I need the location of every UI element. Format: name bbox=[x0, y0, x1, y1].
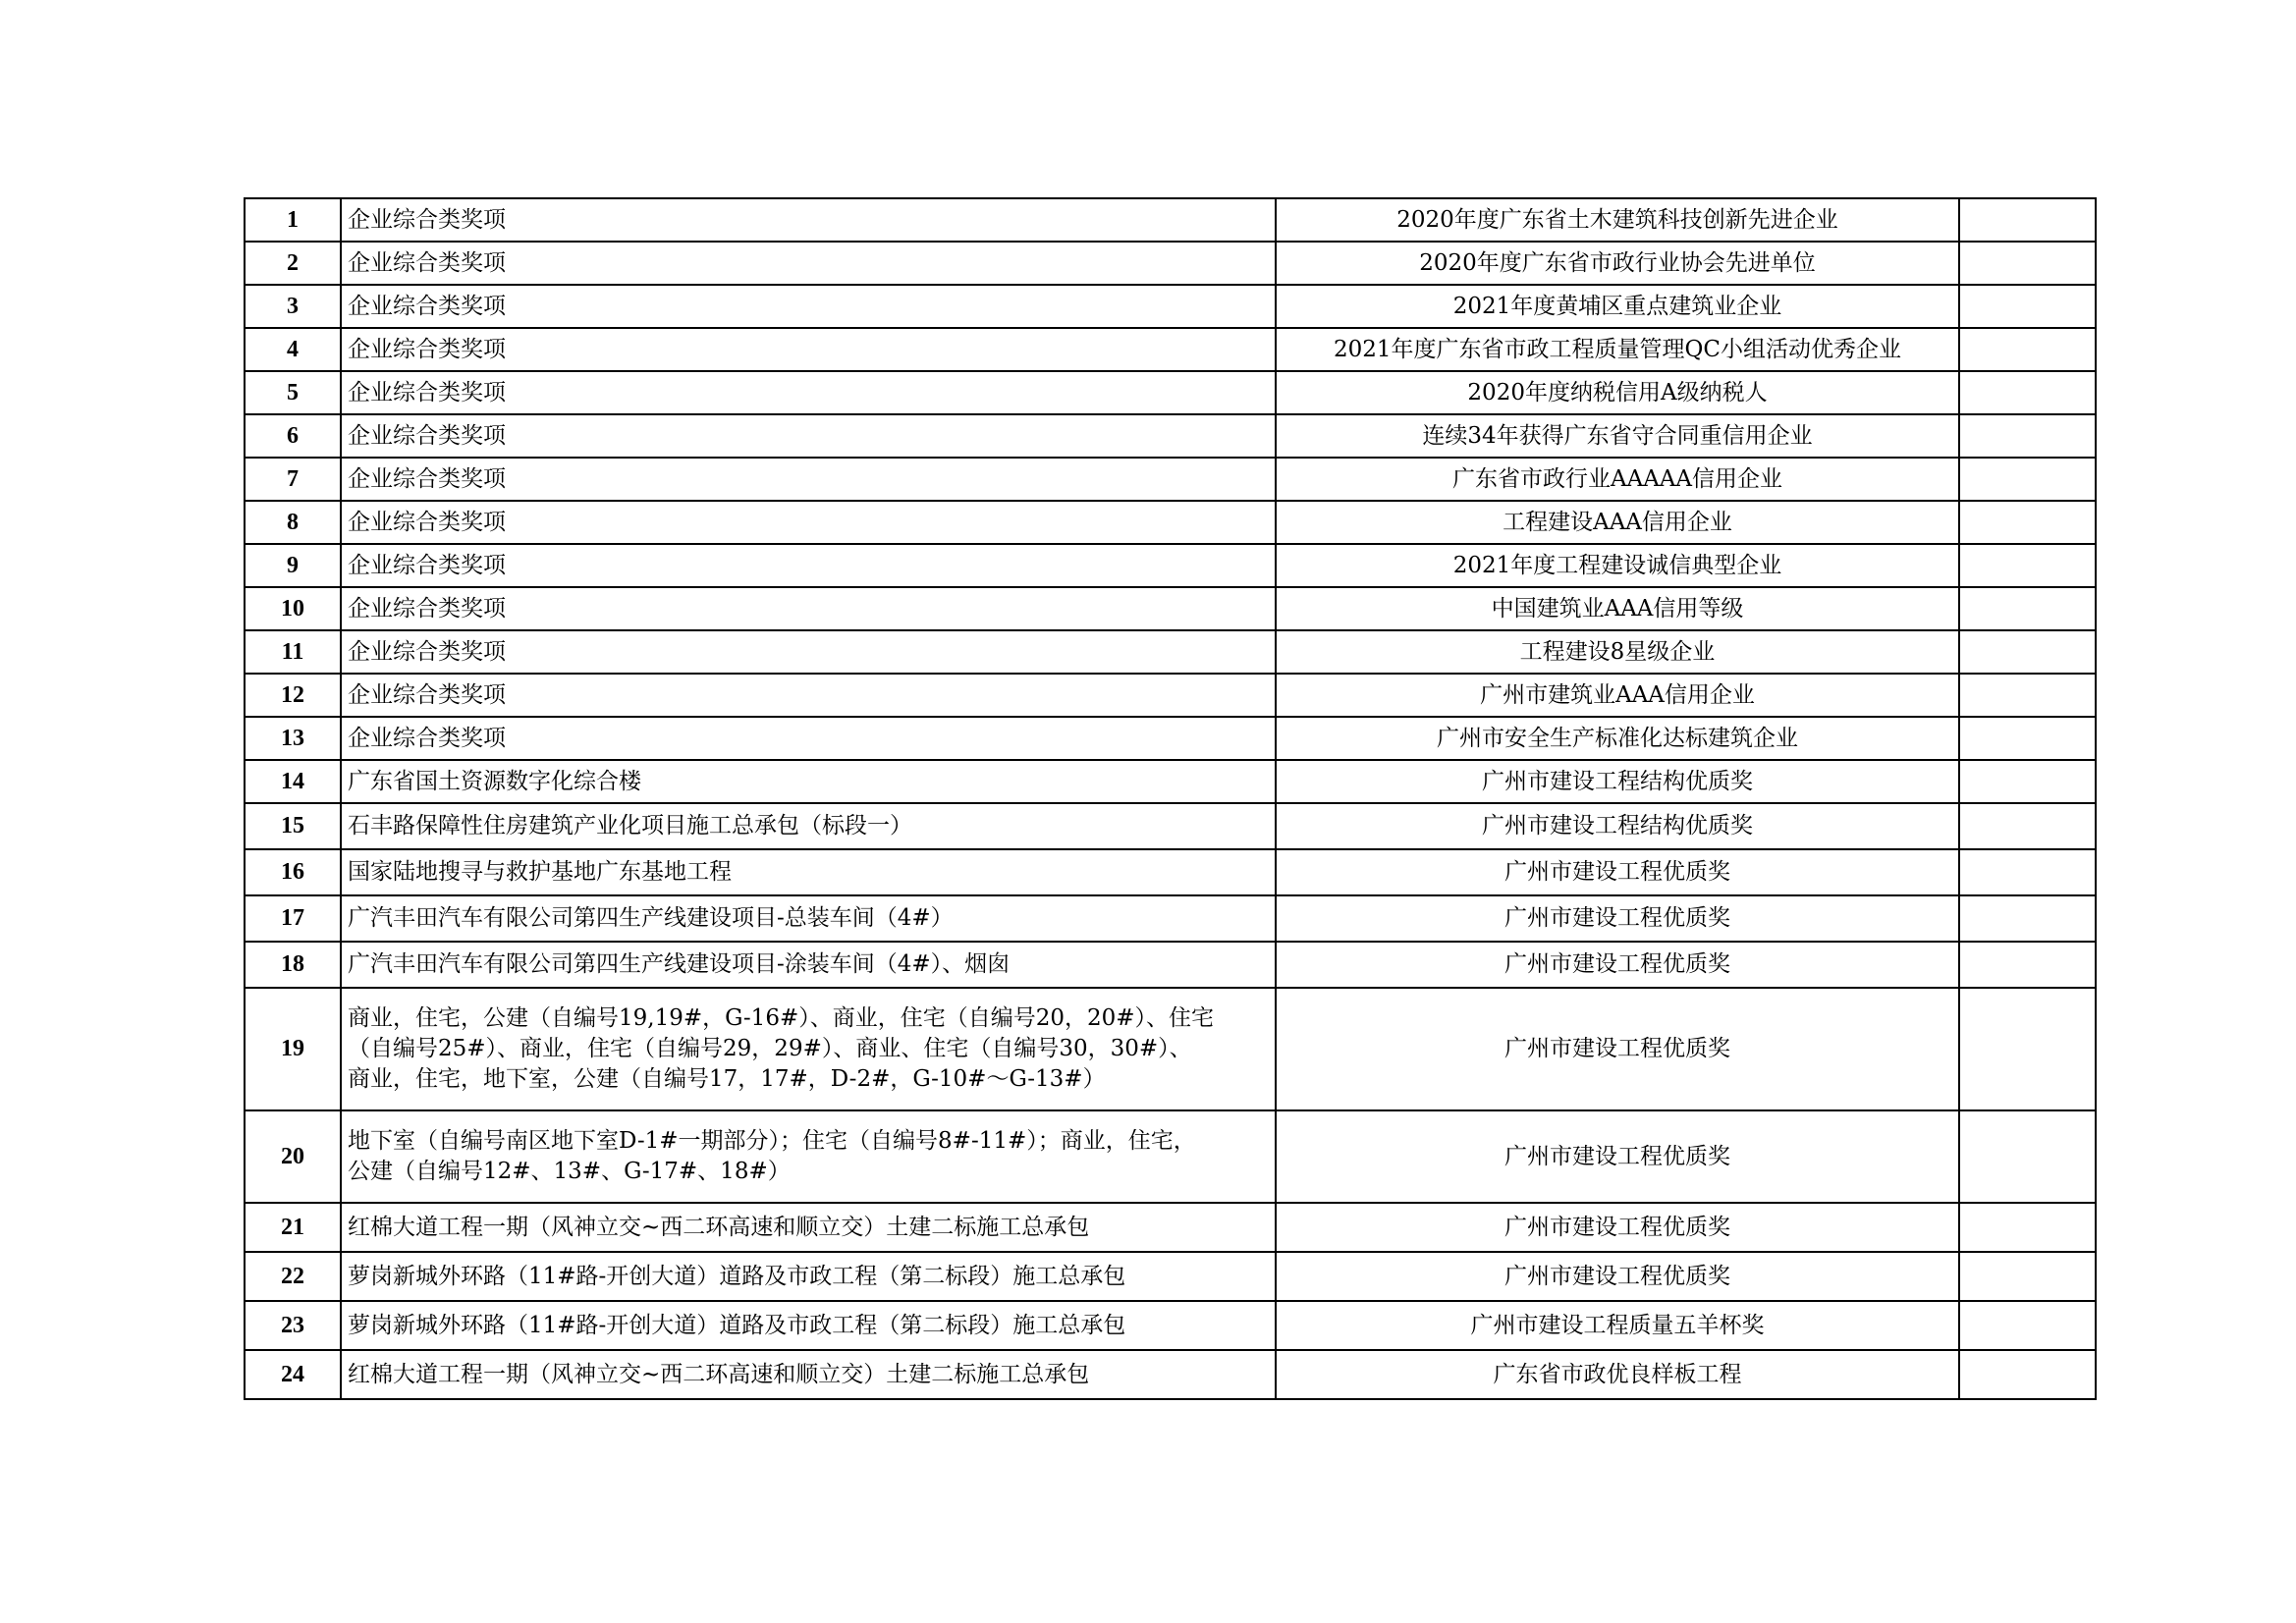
project-name-cell: 企业综合类奖项 bbox=[341, 717, 1276, 760]
award-table-body bbox=[245, 198, 2096, 1399]
remark-cell bbox=[1959, 242, 2096, 285]
table-row bbox=[245, 198, 2096, 242]
remark-cell bbox=[1959, 988, 2096, 1110]
remark-cell bbox=[1959, 1350, 2096, 1399]
remark-cell bbox=[1959, 501, 2096, 544]
project-name-cell: 企业综合类奖项 bbox=[341, 630, 1276, 674]
project-name-cell: 萝岗新城外环路（11#路-开创大道）道路及市政工程（第二标段）施工总承包 bbox=[341, 1252, 1276, 1301]
project-name-cell: 企业综合类奖项 bbox=[341, 544, 1276, 587]
remark-cell bbox=[1959, 895, 2096, 942]
project-name-cell: 企业综合类奖项 bbox=[341, 587, 1276, 630]
project-name-cell: 企业综合类奖项 bbox=[341, 371, 1276, 414]
row-number: 22 bbox=[245, 1252, 341, 1301]
project-name-cell: 企业综合类奖项 bbox=[341, 674, 1276, 717]
remark-cell bbox=[1959, 760, 2096, 803]
project-name-cell: 企业综合类奖项 bbox=[341, 242, 1276, 285]
project-name-cell: 企业综合类奖项 bbox=[341, 328, 1276, 371]
table-row bbox=[245, 285, 2096, 328]
remark-cell bbox=[1959, 942, 2096, 988]
remark-cell bbox=[1959, 1301, 2096, 1350]
award-name-cell: 广州市建设工程结构优质奖 bbox=[1276, 760, 1959, 803]
project-name-cell: 国家陆地搜寻与救护基地广东基地工程 bbox=[341, 849, 1276, 895]
table-row bbox=[245, 674, 2096, 717]
remark-cell bbox=[1959, 849, 2096, 895]
award-name-cell: 2021年度工程建设诚信典型企业 bbox=[1276, 544, 1959, 587]
award-name-cell: 中国建筑业AAA信用等级 bbox=[1276, 587, 1959, 630]
project-name-cell: 商业，住宅，公建（自编号19,19#，G-16#）、商业，住宅（自编号20，20#）、住宅 （自编号25#）、商业，住宅（自编号29，29#）、商业、住宅（自编号30，30#）、 商业，住宅，地下室，公建（自编号17，17#，D-2#，G-10#～G-13#） bbox=[341, 988, 1276, 1110]
award-name-cell: 工程建设AAA信用企业 bbox=[1276, 501, 1959, 544]
table-row bbox=[245, 458, 2096, 501]
table-row bbox=[245, 414, 2096, 458]
table-row bbox=[245, 1301, 2096, 1350]
award-name-cell: 广东省市政优良样板工程 bbox=[1276, 1350, 1959, 1399]
remark-cell bbox=[1959, 198, 2096, 242]
table-row bbox=[245, 1110, 2096, 1203]
project-name-cell: 广汽丰田汽车有限公司第四生产线建设项目-总装车间（4#） bbox=[341, 895, 1276, 942]
row-number: 8 bbox=[245, 501, 341, 544]
remark-cell bbox=[1959, 1252, 2096, 1301]
project-name-cell: 企业综合类奖项 bbox=[341, 285, 1276, 328]
remark-cell bbox=[1959, 1110, 2096, 1203]
remark-cell bbox=[1959, 803, 2096, 849]
award-name-cell: 广州市建设工程优质奖 bbox=[1276, 1252, 1959, 1301]
award-name-cell: 工程建设8星级企业 bbox=[1276, 630, 1959, 674]
row-number: 16 bbox=[245, 849, 341, 895]
table-row bbox=[245, 803, 2096, 849]
table-row bbox=[245, 328, 2096, 371]
award-name-cell: 2020年度纳税信用A级纳税人 bbox=[1276, 371, 1959, 414]
row-number: 20 bbox=[245, 1110, 341, 1203]
table-row bbox=[245, 988, 2096, 1110]
award-name-cell: 广州市安全生产标准化达标建筑企业 bbox=[1276, 717, 1959, 760]
project-name-cell: 地下室（自编号南区地下室D-1#一期部分）；住宅（自编号8#-11#）；商业，住宅， 公建（自编号12#、13#、G-17#、18#） bbox=[341, 1110, 1276, 1203]
table-row bbox=[245, 630, 2096, 674]
row-number: 5 bbox=[245, 371, 341, 414]
award-name-cell: 广州市建设工程优质奖 bbox=[1276, 1203, 1959, 1252]
project-name-cell: 石丰路保障性住房建筑产业化项目施工总承包（标段一） bbox=[341, 803, 1276, 849]
row-number: 10 bbox=[245, 587, 341, 630]
project-name-cell: 萝岗新城外环路（11#路-开创大道）道路及市政工程（第二标段）施工总承包 bbox=[341, 1301, 1276, 1350]
row-number: 13 bbox=[245, 717, 341, 760]
remark-cell bbox=[1959, 717, 2096, 760]
remark-cell bbox=[1959, 544, 2096, 587]
table-row bbox=[245, 501, 2096, 544]
award-name-cell: 广州市建设工程质量五羊杯奖 bbox=[1276, 1301, 1959, 1350]
row-number: 9 bbox=[245, 544, 341, 587]
remark-cell bbox=[1959, 328, 2096, 371]
row-number: 6 bbox=[245, 414, 341, 458]
row-number: 12 bbox=[245, 674, 341, 717]
award-name-cell: 广州市建设工程优质奖 bbox=[1276, 895, 1959, 942]
table-row bbox=[245, 760, 2096, 803]
award-name-cell: 2021年度广东省市政工程质量管理QC小组活动优秀企业 bbox=[1276, 328, 1959, 371]
table-row bbox=[245, 849, 2096, 895]
award-name-cell: 广州市建设工程优质奖 bbox=[1276, 1110, 1959, 1203]
table-row bbox=[245, 942, 2096, 988]
row-number: 2 bbox=[245, 242, 341, 285]
award-name-cell: 广东省市政行业AAAAA信用企业 bbox=[1276, 458, 1959, 501]
row-number: 21 bbox=[245, 1203, 341, 1252]
row-number: 1 bbox=[245, 198, 341, 242]
project-name-cell: 广东省国土资源数字化综合楼 bbox=[341, 760, 1276, 803]
table-row bbox=[245, 895, 2096, 942]
remark-cell bbox=[1959, 1203, 2096, 1252]
award-name-cell: 广州市建设工程优质奖 bbox=[1276, 942, 1959, 988]
award-name-cell: 广州市建设工程结构优质奖 bbox=[1276, 803, 1959, 849]
remark-cell bbox=[1959, 674, 2096, 717]
row-number: 11 bbox=[245, 630, 341, 674]
row-number: 23 bbox=[245, 1301, 341, 1350]
table-row bbox=[245, 1350, 2096, 1399]
row-number: 14 bbox=[245, 760, 341, 803]
table-row bbox=[245, 371, 2096, 414]
project-name-cell: 广汽丰田汽车有限公司第四生产线建设项目-涂装车间（4#）、烟囱 bbox=[341, 942, 1276, 988]
table-row bbox=[245, 717, 2096, 760]
row-number: 7 bbox=[245, 458, 341, 501]
remark-cell bbox=[1959, 630, 2096, 674]
award-name-cell: 2020年度广东省土木建筑科技创新先进企业 bbox=[1276, 198, 1959, 242]
award-name-cell: 广州市建筑业AAA信用企业 bbox=[1276, 674, 1959, 717]
table-row bbox=[245, 1203, 2096, 1252]
table-row bbox=[245, 1252, 2096, 1301]
row-number: 17 bbox=[245, 895, 341, 942]
award-name-cell: 2021年度黄埔区重点建筑业企业 bbox=[1276, 285, 1959, 328]
remark-cell bbox=[1959, 414, 2096, 458]
project-name-cell: 红棉大道工程一期（风神立交~西二环高速和顺立交）土建二标施工总承包 bbox=[341, 1203, 1276, 1252]
award-name-cell: 广州市建设工程优质奖 bbox=[1276, 849, 1959, 895]
remark-cell bbox=[1959, 371, 2096, 414]
remark-cell bbox=[1959, 458, 2096, 501]
row-number: 4 bbox=[245, 328, 341, 371]
project-name-cell: 红棉大道工程一期（风神立交~西二环高速和顺立交）土建二标施工总承包 bbox=[341, 1350, 1276, 1399]
row-number: 19 bbox=[245, 988, 341, 1110]
table-row bbox=[245, 544, 2096, 587]
project-name-cell: 企业综合类奖项 bbox=[341, 414, 1276, 458]
row-number: 24 bbox=[245, 1350, 341, 1399]
award-name-cell: 连续34年获得广东省守合同重信用企业 bbox=[1276, 414, 1959, 458]
remark-cell bbox=[1959, 285, 2096, 328]
award-name-cell: 广州市建设工程优质奖 bbox=[1276, 988, 1959, 1110]
row-number: 15 bbox=[245, 803, 341, 849]
remark-cell bbox=[1959, 587, 2096, 630]
award-table bbox=[244, 197, 2097, 1400]
table-row bbox=[245, 587, 2096, 630]
project-name-cell: 企业综合类奖项 bbox=[341, 501, 1276, 544]
award-name-cell: 2020年度广东省市政行业协会先进单位 bbox=[1276, 242, 1959, 285]
project-name-cell: 企业综合类奖项 bbox=[341, 458, 1276, 501]
project-name-cell: 企业综合类奖项 bbox=[341, 198, 1276, 242]
row-number: 3 bbox=[245, 285, 341, 328]
row-number: 18 bbox=[245, 942, 341, 988]
table-row bbox=[245, 242, 2096, 285]
